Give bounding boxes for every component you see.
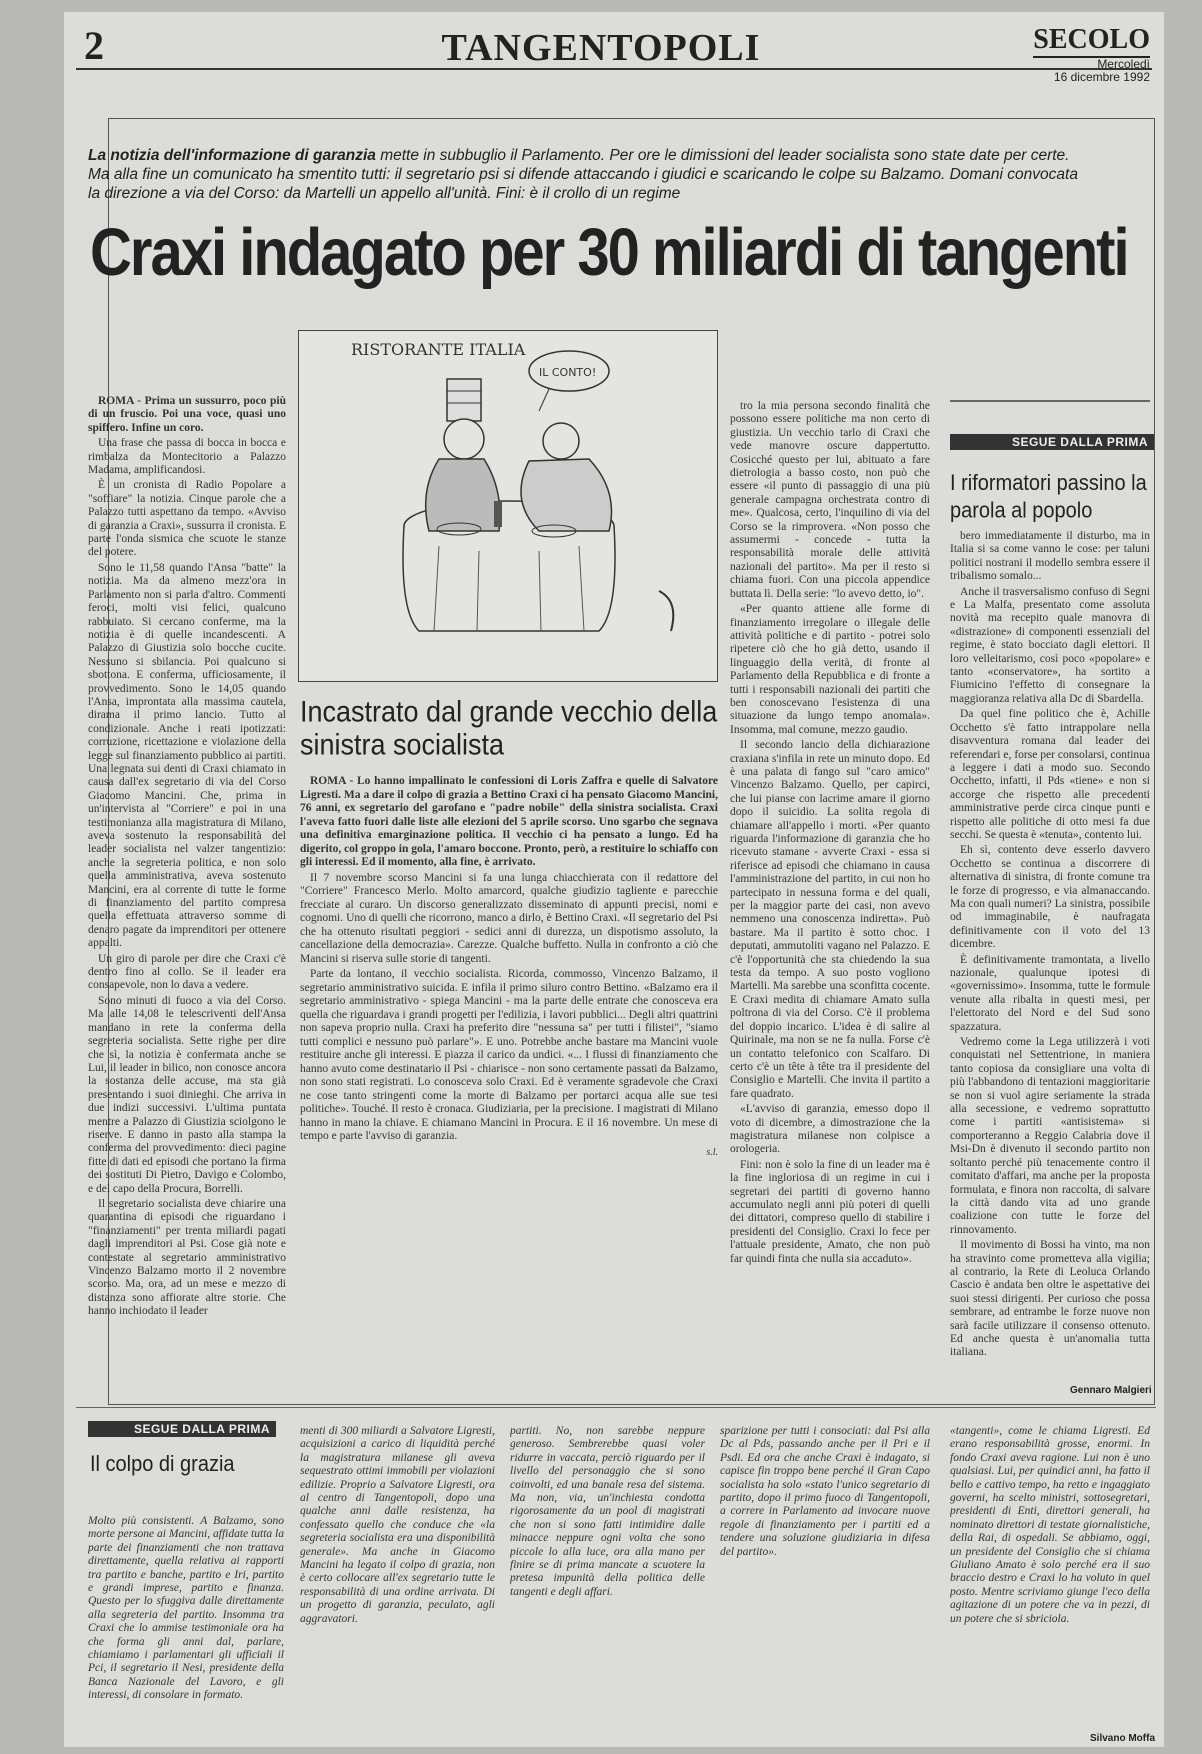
sub-story-lead: ROMA - Lo hanno impallinato le confessioni di Loris Zaffra e quelle di Salvatore Ligresti. Ma a dare il colpo di grazia a Bettino Craxi ci ha pensato Giacomo Mancini, 76 anni, ex segretario del garofano e "padre nobile" della sinistra socialista. Craxi l'aveva fatto fuori dalle liste alle elezioni del 5 aprile scorso. Uno sgarbo che segnava una definitiva emarginazione politica. Il vecchio ci ha pensato a lungo. Ed ha digerito, col groppo in gola, l'amaro boccone. Pronto, però, a restituire lo schiaffo con gli interessi. Ed il momento, alla fine, è arrivato. [300, 775, 718, 868]
masthead-logo [1033, 24, 1150, 84]
main-story-paragraph: Il segretario socialista deve chiarire una quarantina di episodi che riguardano i "finanziamenti" per trenta miliardi pagati dagli imprenditori al Psi. Cose già note e contestate al segretario amministrativo Vincenzo Balzamo morto il 2 novembre scorso. Ma, ora, ad un mese e mezzo di distanza sono affiorate altre storie. Che hanno inchiodato il leader [88, 1197, 286, 1318]
sidebar-author: Gennaro Malgieri [1070, 1385, 1152, 1396]
header-rule [76, 68, 1152, 70]
sub-story-title: Incastrato dal grande vecchio della sinistra socialista [300, 695, 718, 761]
strip-banner: SEGUE DALLA PRIMA [88, 1421, 276, 1437]
strip-author: Silvano Moffa [1090, 1733, 1156, 1744]
sidebar-paragraph: Eh sì, contento deve esserlo davvero Occhetto se continua a discorrere di alternativa di sinistra, di fronte comune tra le forze di progresso, e via almanaccando. Ma con quali numeri? La sinistra, possibile od immaginabile, è naufragata definitivamente con il voto del 13 dicembre. [950, 844, 1150, 951]
sub-story-paragraph: Il 7 novembre scorso Mancini si fa una lunga chiacchierata con il redattore del "Corriere" Francesco Merlo. Molto amarcord, qualche giudizio tagliente e parecchie frecciate al curaro. Un discorso generalizzato disseminato di appunti precisi, nomi e cognomi. Uno di quelli che ricorrono, manco a dirlo, è Bettino Craxi. «Il segretario del Psi che ha ottenuto risultati peggiori - sedici anni di durezza, un dispotismo assoluto, la cancellazione della democrazia». Carezze. Qualche buffetto. Nulla in confronto a ciò che Mancini si riserva sulle storie di tangenti. [300, 871, 718, 965]
sidebar-banner: SEGUE DALLA PRIMA [950, 434, 1154, 450]
sub-story-paragraph: Parte da lontano, il vecchio socialista. Ricorda, commosso, Vincenzo Balzamo, il segretario amministrativo suicida. E infila il primo siluro contro Bettino. «Balzamo era il segretario amministrativo - spiega Mancini - ma la parte delle entrate che conosceva era quella che riguardava i grandi progetti per l'edilizia, i lavori pubblici... Degli altri quattrini non sapeva proprio nulla. Craxi ha preferito dire "nessuna sa" per tutti i filistei", "siamo tutti complici e nessuno può parlare"». E uno. Potrebbe anche bastare ma Mancini vuole restituire anche gli interessi. E piazza il carico da undici. «... I flussi di finanziamento che hanno avuto come destinatario il Psi - chiarisce - non sono certamente passati da Balzamo, non sono stati registrati. Lo conosceva solo Craxi. Ed è veramente sgradevole che Craxi ne cose tanto stringenti come la morte di Balzamo per portarci acqua alle sue tesi politiche». Touché. Il resto è cronaca. Giudiziaria, per la precisione. I magistrati di Milano hanno in mano la chiave. E chiamano Mancini in Procura. E il 16 novembre. Un mese di tempo e parte l'avviso di garanzia. [300, 968, 718, 1142]
main-headline: Craxi indagato per 30 miliardi di tangenti [90, 215, 1128, 290]
strip-title: Il colpo di grazia [90, 1452, 235, 1477]
main-story-paragraph: Sono minuti di fuoco a via del Corso. Ma alle 14,08 le telescriventi dell'Ansa mandano in rete la conferma della segreteria socialista. Sette righe per dire che sì, la notizia è confermata anche se Lui, il leader in bilico, non conosce ancora la sostanza delle accuse, ma sta già presentando i suoi dinieghi. Che arriva in due indizi successivi. L'ultima puntata mentre a Palazzo di Giustizia sciolgono le riserve. E danno in pasto alla stampa la conferma del provvedimento: dieci pagine fitte di dati ed episodi che portano la firma dei sostituti Di Pietro, Davigo e Colombo, e del capo della Procura, Borrelli. [88, 994, 286, 1195]
kicker-bold: La notizia dell'informazione di garanzia [88, 147, 376, 164]
sidebar-top-rule [950, 400, 1150, 402]
main-story-paragraph: Sono le 11,58 quando l'Ansa "batte" la notizia. Ma da almeno mezz'ora in Parlamento non si parla d'altro. Commenti feroci, molti visi felici, qualcuno rabbuiato. Si cercano conferme, ma la notizia è di quelle incandescenti. A Palazzo di Giustizia solo bocche cucite. Nessuno si sbilancia. Poi qualcuno si sbottona. E conferma, ufficiosamente, il provvedimento. Sono le 14,05 quando l'Ansa, improntata alla massima cautela, dirama il primo lancio. Tutto al condizionale. Anche i reati ipotizzati: corruzione, ricettazione e violazione della legge sul finanziamento pubblico ai partiti. Una legnata sui denti di Craxi chiamato in causa dall'ex segretario di via del Corso Giacomo Mancini. Che, prima in un'intervista al "Corriere" e poi in una testimonianza alla magistratura di Milano, aveva sostenuto la responsabilità del leader socialista nel valzer tangentizio: anche la segreteria politica, e non solo quella amministrativa, aveva sostenuto Mancini, era al corrente di tutte le forme di finanziamento del partito compresa quella effettuata attraverso somme di denaro pagate da imprenditori per ottenere appalti. [88, 561, 286, 950]
main-story-continuation [730, 400, 930, 1375]
section-title: TANGENTOPOLI [441, 27, 761, 69]
sub-story-body [300, 775, 718, 1205]
continuation-paragraph: Fini: non è solo la fine di un leader ma è la fine ingloriosa di un regime in cui i segretari dei partiti di governo hanno accumulato negli anni più poteri di quelli dei dittatori, compreso quello di stabilire i presidenti del Consiglio. Craxi lo fece per l'attuale presidente, Amato, che non può far quindi finta che nulla sia accaduto». [730, 1158, 930, 1265]
sidebar-paragraph: Il movimento di Bossi ha vinto, ma non ha stravinto come prometteva alla vigilia; al contrario, la Rete di Leoluca Orlando Cascio è andata ben oltre le aspettative dei suoi stessi dirigenti. Per curioso che possa sembrare, ad entrambe le forze nuove non sarà facile utilizzare il consenso ottenuto. Ed anche questa è un'anomalia tutta italiana. [950, 1239, 1150, 1359]
sidebar-paragraph: Da quel fine politico che è, Achille Occhetto s'è fatto intrappolare nella disavventura romana dal leader dei referendari e, forse per consolarsi, continua a leggere i dati a modo suo. Secondo Occhetto, infatti, il Pds «tiene» e non si accorge che rispetto alle precedenti amministrative perde circa cinque punti e rispetto alle politiche di otto mesi fa due secchi. Se questa è «tenuta», contento lui. [950, 708, 1150, 841]
strip-column: menti di 300 miliardi a Salvatore Ligresti, acquisizioni a carico di liquidità perché la magistratura milanese gli aveva sequestrato ottimi immobili per violazioni edilizie. Proprio a Salvatore Ligresti, ora al centro di Tangentopoli, dopo una qualche anni dalle resistenza, ha confessato quello che conduce che «la segreteria socialista era una disponibilità generale». Ma anche in Giacomo Mancini ha legato il colpo di grazia, non è certo collocare all'ex segretario tutte le responsabilità di una ordine arrivata. Di un progetto di garanzia, peculato, agli aggravatori. [300, 1425, 495, 1625]
strip-column: Molto più consistenti. A Balzamo, sono morte persone ai Mancini, affidate tutta la parte dei finanziamenti che non trattava direttamente, quella relativa ai rapporti tra partito e banche, partito e Iri, partito e grandi imprese, partito e finanza. Questo per lo sfuggiva dalle direttamente alla segreteria del partito. Insomma tra Craxi che lo ammise testimoniale ora ha che forma gli anni dal, parlare, chiamiamo i parlamentari gli ufficiali il Pci, il segretario il Nesi, presidente della Banca Nazionale del Lavoro, e gli interessi, di consolare in formato. [88, 1515, 284, 1702]
sidebar-paragraph: Vedremo come la Lega utilizzerà i voti conquistati nel Settentrione, in maniera tanto copiosa da consigliare una volta di più l'abbandono di tentazioni maggioritarie se non si vuol agire seriamente la strada alla secessione, e vedremo soprattutto come i partiti «antisistema» si comporteranno a Reggio Calabria dove il Msi-Dn è divenuto il secondo partito non soltanto perché più tenacemente contro il comitato d'affari, ma anche per la proposta formulata, e finora non raccolta, di salvare la città dando vita ad uno grande coalizione con tutte le forze del rinnovamento. [950, 1036, 1150, 1236]
sidebar-body [950, 530, 1150, 1380]
cartoon-speech-bubble: IL CONTO! [539, 366, 597, 379]
article-kicker [88, 146, 1088, 203]
logo-name: SECOLO [1033, 24, 1150, 58]
strip-column: partiti. No, non sarebbe neppure generoso. Sembrerebbe quasi voler ridurre in vaccata, perciò riguardo per il livello del personaggio che si sono coinvolti, ed una banale resa del sistema. Ma non, via, un'inchiesta condotta rigorosamente da un pool di magistrati che non si sono fatti intimidire dalle minacce neppure ogni volta che sono piccole lo alla luce, ora alla mano per finire se di prima mancate a scuotere la pretesa impunità della politica delle tangenti e degli affari. [510, 1425, 705, 1598]
kicker-rest: mette in subbuglio il Parlamento. Per ore le dimissioni del leader socialista sono state date per certe. Ma alla fine un comunicato ha smentito tutti: il segretario psi si difende attaccando i giudici e scaricando le colpe su Balzamo. Domani convocata la direzione a via del Corso: da Martelli un appello all'unità. Fini: è il crollo di un regime [88, 147, 1078, 202]
issue-date: 16 dicembre 1992 [1053, 70, 1150, 84]
page-number: 2 [84, 23, 104, 68]
sidebar-title: I riformatori passino la parola al popolo [950, 471, 1147, 523]
continuation-paragraph: tro la mia persona secondo finalità che possono essere politiche ma non certo di giustizia. Un vecchio tarlo di Craxi che vede manovre oscure dappertutto. Cosicché questo per lui, abituato a fare dietrologia a basso costo, non può che essere «il punto di passaggio di una più generale campagna orchestrata contro di me». Qualcosa, certo, l'inquilino di via del Corso se la rimprovera. «Non posso che assumermi - concede - tutta la responsabilità morale delle attività nazionali del partito». Ma per il resto si chiama fuori. Con una piccola appendice buttata lì. Della serie: "lo avevo detto, io". [730, 400, 930, 600]
main-story-paragraph: Una frase che passa di bocca in bocca e rimbalza da Montecitorio a Palazzo Madama, amplificandosi. [88, 437, 286, 477]
main-story-paragraph: È un cronista di Radio Popolare a "soffiare" la notizia. Cinque parole che a Palazzo tutti aspettano da tempo. «Avviso di garanzia a Craxi», sussurra il cronista. E parte l'onda sismica che scuote le stanze del potere. [88, 479, 286, 559]
strip-column: «tangenti», come le chiama Ligresti. Ed erano responsabilità grosse, enormi. In fondo Craxi aveva ragione. Lui non è uno qualsiasi. Lui, per quindici anni, ha fatto il bello e cattivo tempo, ha retto e ingaggiato governi, ha scelto ministri, sottosegretari, presidenti di Enti, direttori generali, ha nominato direttori di testate giornalistiche, della Rai, di ospedali. Se abbiamo, oggi, un presidente del Consiglio che si chiama Giuliano Amato è solo perché era il suo braccio destro e Craxi lo ha voluto in quel posto. Mentre scriviamo giunge l'eco della agitazione di un potere che va in pezzi, di un potere che si sbriciola. [950, 1425, 1150, 1625]
issue-day: Mercoledì [1097, 57, 1150, 71]
sub-story-signature: s.l. [706, 1146, 718, 1158]
sidebar-paragraph: È definitivamente tramontata, a livello nazionale, qualunque ipotesi di «governissimo». Insomma, tutte le formule venute alla ribalta in questi mesi, per l'elettorato del Nord e del Sud sono spazzatura. [950, 953, 1150, 1033]
editorial-cartoon [298, 330, 718, 682]
main-story-paragraph: Un giro di parole per dire che Craxi c'è dentro fino al collo. Se il leader era consapevole, non lo dava a vedere. [88, 952, 286, 992]
strip-column: sparizione per tutti i consociati: dal Psi alla Dc al Pds, passando anche per il Pri e il Psdi. Ed ora che anche Craxi è indagato, si capisce fin troppo bene perché il Gran Capo socialista ha solo «stato l'unico segretario di partito, dopo il primo fuoco di Tangentopoli, a correre in Parlamento ad invocare nuove regole di finanziamento per i partiti ed a tendere una soluzione giudiziaria in difesa del partito». [720, 1425, 930, 1558]
cartoon-drawing [299, 331, 717, 681]
continuation-paragraph: «Per quanto attiene alle forme di finanziamento irregolare o illegale delle attività politiche e di partito - potrei solo ripetere ciò che ho già detto, usando il linguaggio della verità, di fronte al Parlamento della Repubblica e di fronte a tutti i responsabili nazionali dei partiti che ben conoscevano l'esistenza di una situazione da lungo tempo anomala». Insomma, mal comune, mezzo gaudio. [730, 603, 930, 736]
sidebar-paragraph: bero immediatamente il disturbo, ma in Italia si sa come vanno le cose: per taluni politici nostrani il modello sembra essere il tribalismo somalo... [950, 530, 1150, 583]
strip-top-rule [76, 1407, 1156, 1408]
cartoon-sign: RISTORANTE ITALIA [351, 340, 526, 359]
main-story-lead: ROMA - Prima un sussurro, poco più di un fruscio. Poi una voce, quasi uno spiffero. Infine un coro. [88, 395, 286, 434]
sidebar-paragraph: Anche il trasversalismo confuso di Segni e La Malfa, presentato come assoluta novità ma recepito quale manovra di «distrazione» di componenti essenziali del regime, è stato bocciato dagli elettori. Il loro velleitarismo, così poco «popolare» e tanto «conservatore», ha sortito a Fiumicino l'effetto di consegnare la maggioranza relativa alla Dc di Sbardella. [950, 585, 1150, 705]
continuation-paragraph: «L'avviso di garanzia, emesso dopo il voto di dicembre, a dimostrazione che la magistratura milanese non colpisce a orologeria. [730, 1103, 930, 1156]
continuation-paragraph: Il secondo lancio della dichiarazione craxiana s'infila in rete un minuto dopo. Ed è una palata di fango sul "caro amico" Vincenzo Balzamo. Quello, per capirci, che lui pianse con lacrime amare il giorno dopo il suicidio. La solita regola di chiamare all'appello i morti. «Per quanto riguarda l'informazione di garanzia che ho ricevuto stamane - avverte Craxi - essa si riferisce ad episodi che chiamano in causa l'amministrazione del partito, in cui non ho partecipato in nessuna forma e del quali, per la maggior parte dei casi, non avevo nemmeno una conoscenza indiretta». Può bastare. Ma il partito è sotto choc. I deputati, ammutoliti vagano nel Palazzo. E c'è l'opportunità che sta chiedendo la sua testa da tempo. A suo posto vogliono Martelli. Ma sarebbe una sconfitta cocente. E Craxi medita di chiamare Amato sulla poltrona di via del Corso. C'è il problema del doppio incarico. L'idea è di salire al Quirinale, ma non se ne fa nulla. Forse c'è un contatto telefonico con Scalfaro. Di certo c'è un tête à tête tra il presidente del Consiglio e Martelli. Che invita il partito a fare quadrato. [730, 739, 930, 1100]
main-story-column [88, 395, 286, 1370]
